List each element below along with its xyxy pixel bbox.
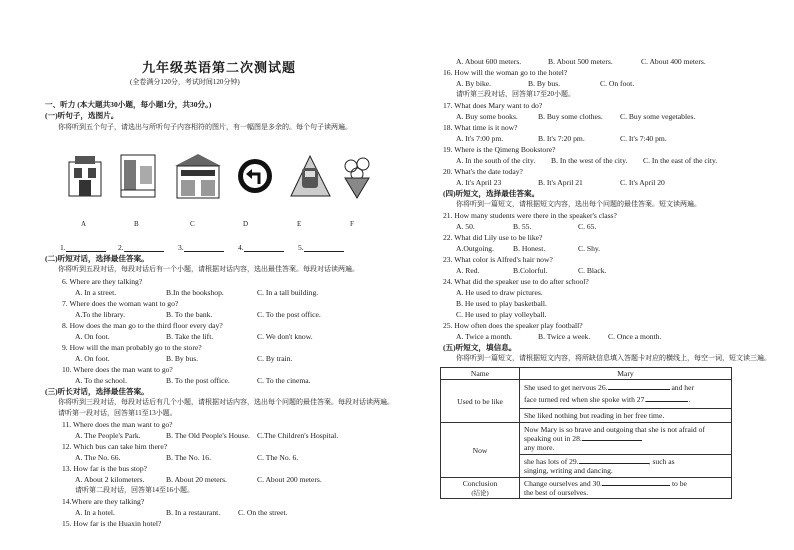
option-10b[interactable]: B. To the post office. (166, 376, 230, 385)
option-9c[interactable]: C. By train. (257, 354, 293, 363)
part4-instructions: 你将听到一篇短文，请根据短文内容，选出每个问题的最佳答案。短文读两遍。 (456, 200, 701, 208)
picture-label-d: D (243, 220, 249, 228)
question-11: 11. Where does the man want to go? (62, 420, 173, 429)
option-7b[interactable]: B. To the bank. (166, 310, 213, 319)
question-19: 19. Where is the Qimeng Bookstore? (443, 145, 556, 154)
row1-text: She used to get nervous 26. and her face turned red when she spoke with 27. . (520, 380, 731, 409)
picture-bank-icon (65, 152, 105, 200)
option-22c[interactable]: C. Shy. (578, 244, 601, 253)
question-22: 22. What did Lily use to be like? (443, 233, 543, 242)
option-19a[interactable]: A. In the south of the city. (456, 156, 536, 165)
option-11c[interactable]: C.The Children's Hospital. (257, 431, 339, 440)
part1-title: (一)听句子，选图片。 (45, 111, 119, 120)
option-25b[interactable]: B. Twice a week. (538, 332, 591, 341)
question-10: 10. Where does the man want to go? (62, 365, 173, 374)
picture-label-c: C (190, 220, 195, 228)
option-18b[interactable]: B. It's 7:20 pm. (538, 134, 585, 143)
option-25c[interactable]: C. Once a month. (608, 332, 662, 341)
row1-reading: She liked nothing but reading in her free time. (524, 411, 665, 421)
picture-label-f: F (350, 220, 354, 228)
option-12b[interactable]: B. The No. 16. (166, 453, 211, 462)
part1-instructions: 你将听到五个句子，请选出与所听句子内容相符的图片，有一幅图是多余的。每个句子读两遍。 (58, 123, 352, 131)
row-label-conclusion: Conclusion (结论) (441, 478, 520, 499)
option-16c[interactable]: C. On foot. (600, 79, 635, 88)
option-15a[interactable]: A. About 600 meters. (456, 57, 522, 66)
option-17b[interactable]: B. Buy some clothes. (538, 112, 603, 121)
row-label-used-to: Used to be like (441, 380, 520, 423)
option-16b[interactable]: B. By bus. (528, 79, 561, 88)
option-6c[interactable]: C. In a tall building. (257, 288, 319, 297)
picture-label-e: E (297, 220, 302, 228)
picture-turn-left-sign-icon (235, 152, 275, 200)
option-21b[interactable]: B. 55. (513, 222, 532, 231)
option-11b[interactable]: B. The Old People's House. (166, 431, 250, 440)
option-8b[interactable]: B. Take the lift. (166, 332, 214, 341)
part3-instructions-4: 请听第三段对话，回答第17至20小题。 (456, 90, 575, 98)
option-15b[interactable]: B. About 500 meters. (548, 57, 613, 66)
option-21a[interactable]: A. 50. (456, 222, 475, 231)
question-15: 15. How far is the Huaxin hotel? (62, 519, 162, 528)
option-23c[interactable]: C. Black. (578, 266, 607, 275)
part3-instructions: 你将听到三段对话，每段对话后有几个小题，请根据对话内容，选出每个问题的最佳答案。每段对话读两遍。 (58, 398, 394, 406)
page-subtitle: (全卷满分120分，考试时间120分钟) (130, 78, 240, 86)
part3-title: (三)听长对话，选择最佳答案。 (45, 387, 149, 396)
option-24a[interactable]: A. He used to draw pictures. (456, 288, 543, 297)
question-13: 13. How far is the bus stop? (62, 464, 147, 473)
option-22b[interactable]: B. Honest. (513, 244, 546, 253)
option-13c[interactable]: C. About 200 meters. (257, 475, 322, 484)
option-14a[interactable]: A. In a hotel. (75, 508, 115, 517)
info-table (440, 367, 732, 499)
picture-room-icon (118, 152, 158, 200)
option-6a[interactable]: A. In a street. (75, 288, 117, 297)
answer-blank-2[interactable]: 2. (118, 243, 164, 252)
option-9a[interactable]: A. On foot. (75, 354, 110, 363)
row-label-now: Now (441, 423, 520, 478)
option-13b[interactable]: B. About 20 meters. (166, 475, 227, 484)
question-20: 20. What's the date today? (443, 167, 523, 176)
option-22a[interactable]: A.Outgoing. (456, 244, 494, 253)
table-header-name: Name (441, 368, 520, 380)
part4-title: (四)听短文，选择最佳答案。 (443, 189, 540, 198)
option-23a[interactable]: A. Red. (456, 266, 480, 275)
option-8c[interactable]: C. We don't know. (257, 332, 313, 341)
section-heading: 一、听力 (本大题共30小题，每小题1分，共30分。) (45, 100, 212, 109)
option-10c[interactable]: C. To the cinema. (257, 376, 311, 385)
question-7: 7. Where does the woman want to go? (62, 299, 179, 308)
blank-30[interactable] (602, 485, 670, 486)
option-19b[interactable]: B. In the west of the city. (551, 156, 628, 165)
option-13a[interactable]: A. About 2 kilometers. (75, 475, 145, 484)
picture-store-icon (173, 152, 223, 200)
question-12: 12. Which bus can take him there? (62, 442, 168, 451)
option-7a[interactable]: A.To the library. (75, 310, 126, 319)
picture-flowers-icon (337, 152, 377, 200)
option-20c[interactable]: C. It's April 20 (620, 178, 665, 187)
picture-label-b: B (134, 220, 139, 228)
answer-blank-4[interactable]: 4. (238, 243, 284, 252)
blank-28[interactable] (582, 440, 642, 441)
option-8a[interactable]: A. On foot. (75, 332, 110, 341)
row3-text: Change ourselves and 30. to be the best of ourselves. (520, 478, 732, 499)
option-17c[interactable]: C. Buy some vegetables. (620, 112, 696, 121)
picture-label-a: A (81, 220, 87, 228)
blank-26[interactable] (608, 389, 670, 390)
question-8: 8. How does the man go to the third floor every day? (62, 321, 223, 330)
question-14: 14.Where are they talking? (62, 497, 145, 506)
table-header-mary: Mary (520, 368, 732, 380)
option-14c[interactable]: C. On the street. (238, 508, 288, 517)
part2-instructions: 你将听到五段对话，每段对话后有一个小题，请根据对话内容，选出最佳答案。每段对话读两遍。 (58, 265, 359, 273)
table-row (441, 368, 732, 380)
option-6b[interactable]: B.In the bookshop. (166, 288, 224, 297)
option-16a[interactable]: A. By bike. (456, 79, 492, 88)
option-24c[interactable]: C. He used to play volleyball. (456, 310, 547, 319)
table-row (441, 478, 732, 499)
part5-instructions: 你将听到一篇短文，请根据短文内容，将所缺信息填入答题卡对应的横线上，每空一词，短文读三遍。 (456, 354, 771, 362)
question-21: 21. How many students were there in the speaker's class? (443, 211, 617, 220)
part3-instructions-3: 请听第二段对话，回答第14至16小题。 (75, 486, 194, 494)
answer-blank-1[interactable]: 1. (60, 243, 106, 252)
question-9: 9. How will the man probably go to the store? (62, 343, 202, 352)
part5-title: (五)听短文，填信息。 (443, 343, 517, 352)
answer-blank-3[interactable]: 3. (178, 243, 224, 252)
option-23b[interactable]: B.Colorful. (513, 266, 548, 275)
table-row (441, 380, 732, 423)
option-12a[interactable]: A. The No. 66. (75, 453, 121, 462)
option-11a[interactable]: A. The People's Park. (75, 431, 141, 440)
row2-text: Now Mary is so brave and outgoing that she is not afraid of speaking out in 28. any more. (520, 423, 731, 455)
blank-29[interactable] (579, 463, 649, 464)
option-7c[interactable]: C. To the post office. (257, 310, 321, 319)
option-12c[interactable]: C. The No. 6. (257, 453, 299, 462)
option-18c[interactable]: C. It's 7:40 pm. (620, 134, 667, 143)
option-21c[interactable]: C. 65. (578, 222, 597, 231)
question-18: 18. What time is it now? (443, 123, 518, 132)
left-column (45, 0, 400, 550)
question-6: 6. Where are they talking? (62, 277, 143, 286)
option-14b[interactable]: B. In a restaurant. (166, 508, 221, 517)
page-title: 九年级英语第二次测试题 (142, 60, 297, 75)
option-19c[interactable]: C. In the east of the city. (643, 156, 718, 165)
question-16: 16. How will the woman go to the hotel? (443, 68, 568, 77)
part2-title: (二)听短对话，选择最佳答案。 (45, 254, 149, 263)
option-15c[interactable]: C. About 400 meters. (641, 57, 706, 66)
option-9b[interactable]: B. By bus. (166, 354, 199, 363)
blank-27[interactable] (646, 401, 688, 402)
question-25: 25. How often does the speaker play football? (443, 321, 583, 330)
question-24: 24. What did the speaker use to do after school? (443, 277, 589, 286)
option-24b[interactable]: B. He used to play basketball. (456, 299, 547, 308)
question-23: 23. What color is Alfred's hair now? (443, 255, 553, 264)
option-17a[interactable]: A. Buy some books. (456, 112, 518, 121)
table-row (441, 423, 732, 478)
option-20a[interactable]: A. It's April 23 (456, 178, 502, 187)
option-10a[interactable]: A. To the school. (75, 376, 127, 385)
option-18a[interactable]: A. It's 7:00 pm. (456, 134, 504, 143)
option-25a[interactable]: A. Twice a month. (456, 332, 513, 341)
part3-instructions-2: 请听第一段对话，回答第11至13小题。 (58, 409, 177, 417)
option-20b[interactable]: B. It's April 21 (538, 178, 583, 187)
answer-blank-5[interactable]: 5. (298, 243, 344, 252)
picture-subway-icon (288, 152, 333, 200)
row2-hobbies: she has lots of 29. , such as singing, writing and dancing. (524, 457, 675, 476)
question-17: 17. What does Mary want to do? (443, 101, 543, 110)
